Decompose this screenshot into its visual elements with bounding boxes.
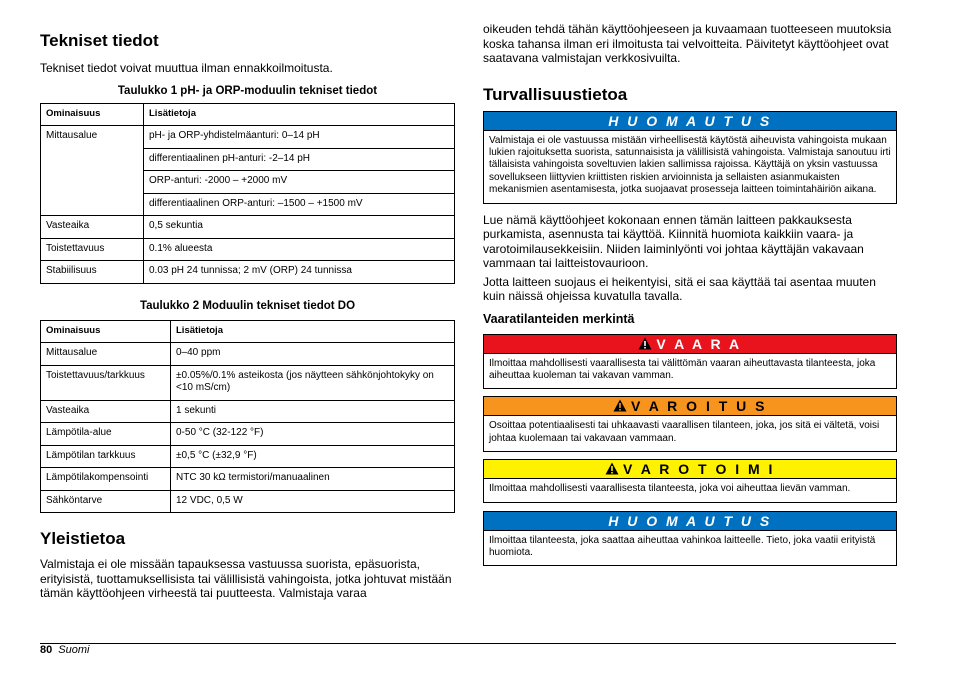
table-row	[41, 343, 455, 366]
notice-box	[483, 111, 897, 204]
warning-triangle-icon	[613, 399, 627, 412]
table-cell: Vasteaika	[41, 400, 171, 423]
table-cell: 0–40 ppm	[171, 343, 455, 366]
table-row	[41, 445, 455, 468]
table-header-row	[41, 103, 455, 126]
warning-triangle-icon	[638, 337, 652, 350]
table-cell: 0-50 °C (32-122 °F)	[171, 423, 455, 446]
table-cell: Vasteaika	[41, 216, 144, 239]
table-cell: Stabiilisuus	[41, 261, 144, 284]
heading-turvallisuustietoa: Turvallisuustietoa	[483, 84, 628, 104]
table-cell: Mittausalue	[41, 343, 171, 366]
col-header-ominaisuus: Ominaisuus	[41, 103, 144, 126]
cell-mittausalue: Mittausalue	[41, 126, 144, 216]
warning-box	[483, 396, 897, 452]
caution-title-bar	[484, 460, 896, 478]
heading-tekniset-tiedot: Tekniset tiedot	[40, 31, 159, 50]
table-cell: ORP-anturi: -2000 – +2000 mV	[144, 171, 455, 194]
table-cell: Lämpötila-alue	[41, 423, 171, 446]
table-cell: Toistettavuus	[41, 238, 144, 261]
table-cell: differentiaalinen ORP-anturi: –1500 – +1500 mV	[144, 193, 455, 216]
warning-triangle-icon	[605, 462, 619, 475]
notice-box-2	[483, 511, 897, 567]
col-header-lisatietoja: Lisätietoja	[144, 103, 455, 126]
tekniset-intro: Tekniset tiedot voivat muuttua ilman ennakkoilmoitusta.	[40, 61, 333, 75]
table-row	[41, 238, 455, 261]
danger-body: Ilmoittaa mahdollisesti vaarallisesta tai välittömän vaaran aiheuttavasta tilanteesta, joka aiheuttaa kuoleman tai vakavan vamman.	[484, 353, 896, 389]
table-row	[41, 423, 455, 446]
col-header-lisatietoja: Lisätietoja	[171, 320, 455, 343]
notice-title: H U O M A U T U S	[484, 512, 896, 530]
warning-title-bar	[484, 397, 896, 415]
page-number: 80	[40, 644, 53, 656]
warning-title: V A R O I T U S	[630, 398, 768, 415]
caution-body: Ilmoittaa mahdollisesti vaarallisesta tilanteesta, joka voi aiheuttaa lievän vamman.	[484, 478, 896, 501]
safety-paragraph-2: Jotta laitteen suojaus ei heikentyisi, sitä ei saa käyttää tai asentaa muuten kuin näissä ohjeissa kuvatulla tavalla.	[483, 274, 876, 304]
continued-text: oikeuden tehdä tähän käyttöohjeeseen ja kuvaamaan tuotteeseen muutoksia koska tahansa ilman eri ilmoitusta tai velvoitteita. Päivitetyt käyttöohjeet ovat saatavana valmistajan verkkosivuilta.	[483, 22, 892, 65]
table-row	[41, 216, 455, 239]
table-row	[41, 490, 455, 513]
notice-body: Valmistaja ei ole vastuussa mistään virheellisestä käytöstä aiheuvista vahingoista mukaan lukien rajoituksetta suorista, satunnaisista ja välillisistä vahingoista. Valmistaja sanoutuu irti tällaisista vahingoista soveltuvien lakien sallimissa rajoissa. Käyttäjä on yksin vastuussa sovellukseen liittyvien kriittisten riskien arvioinnista ja sellaisten asianmukaisten mekanismien asentamisesta, jotka suojaavat prosesseja laitteen toimintahäiriön aikana.	[484, 130, 896, 203]
notice-title: H U O M A U T U S	[484, 112, 896, 130]
notice-body: Ilmoittaa tilanteesta, joka saattaa aiheuttaa vahinkoa laitteelle. Tieto, joka vaatii erityistä huomiota.	[484, 530, 896, 566]
table-cell: pH- ja ORP-yhdistelmäanturi: 0–14 pH	[144, 126, 455, 149]
danger-title-bar	[484, 335, 896, 353]
table-cell: 0.03 pH 24 tunnissa; 2 mV (ORP) 24 tunnissa	[144, 261, 455, 284]
danger-box	[483, 334, 897, 390]
table-cell: Lämpötilan tarkkuus	[41, 445, 171, 468]
table-ph-orp	[40, 103, 455, 284]
table-cell: Sähköntarve	[41, 490, 171, 513]
table-cell: differentiaalinen pH-anturi: -2–14 pH	[144, 148, 455, 171]
danger-title: V A A R A	[656, 335, 742, 352]
table-cell: 0.1% alueesta	[144, 238, 455, 261]
table-cell: 12 VDC, 0,5 W	[171, 490, 455, 513]
table-cell: 1 sekunti	[171, 400, 455, 423]
heading-yleistietoa: Yleistietoa	[40, 529, 126, 548]
table-cell: ±0,5 °C (±32,9 °F)	[171, 445, 455, 468]
table2-caption: Taulukko 2 Moduulin tekniset tiedot DO	[139, 299, 356, 312]
table-cell: ±0.05%/0.1% asteikosta (jos näytteen sähkönjohtokyky on <10 mS/cm)	[171, 365, 455, 400]
col-header-ominaisuus: Ominaisuus	[41, 320, 171, 343]
yleistietoa-text: Valmistaja ei ole missään tapauksessa vastuussa suorista, epäsuorista, erityisistä, tuottamuksellisista tai välillisistä vahingoista, jotka johtuvat mistään tämän käyttöohjeen virheestä tai puutteesta. Valmistaja varaa	[40, 557, 452, 600]
left-column	[40, 30, 455, 601]
table-row	[41, 468, 455, 491]
table-row	[41, 126, 455, 149]
page-footer	[40, 643, 89, 657]
right-column	[483, 22, 897, 566]
footer-language: Suomi	[58, 644, 90, 656]
warning-body: Osoittaa potentiaalisesti tai uhkaavasti vaarallisen tilanteen, joka, jos sitä ei vältetä, voisi johtaa kuolemaan tai vakavaan vammaan.	[484, 415, 896, 451]
footer-divider	[40, 643, 896, 644]
heading-vaaratilanteiden-merkinta: Vaaratilanteiden merkintä	[483, 311, 635, 326]
table-row	[41, 261, 455, 284]
table-header-row	[41, 320, 455, 343]
table-cell: Toistettavuus/tarkkuus	[41, 365, 171, 400]
table-cell: 0,5 sekuntia	[144, 216, 455, 239]
table1-caption: Taulukko 1 pH- ja ORP-moduulin tekniset tiedot	[117, 84, 378, 97]
table-cell: Lämpötilakompensointi	[41, 468, 171, 491]
table-do	[40, 320, 455, 514]
caution-box	[483, 459, 897, 502]
table-cell: NTC 30 kΩ termistori/manuaalinen	[171, 468, 455, 491]
table-row	[41, 400, 455, 423]
table-row	[41, 365, 455, 400]
safety-paragraph-1: Lue nämä käyttöohjeet kokonaan ennen tämän laitteen pakkauksesta purkamista, asennusta tai käyttöä. Kiinnitä huomiota kaikkiin vaara- ja varotoimilausekkeisiin. Niiden laiminlyönti voi johtaa käyttäjän vakavaan vammaan tai laitteistovaurioon.	[483, 212, 864, 271]
caution-title: V A R O T O I M I	[623, 461, 775, 478]
